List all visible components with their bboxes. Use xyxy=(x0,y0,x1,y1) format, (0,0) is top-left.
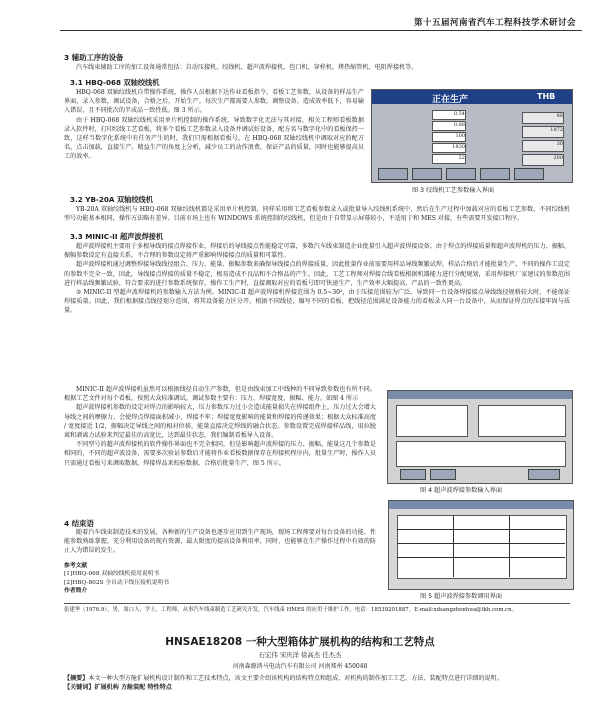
page-header xyxy=(0,14,600,36)
figure-5-image xyxy=(388,500,574,590)
abstract-text: 本文一种大型方舱扩展机构设计制作和工艺技术特点，该文主要介绍该机构的结构特点和组成、对机构的制作加工工艺、方法、装配特点进行详细的说明。 xyxy=(88,675,503,682)
parameter-panel xyxy=(396,405,468,437)
value-field: 30 xyxy=(522,140,564,152)
value-field: 0.88 xyxy=(432,121,466,131)
author-intro-heading: 作者简介 xyxy=(64,588,88,595)
next-article-abstract xyxy=(64,674,570,692)
screen-button xyxy=(528,469,560,480)
reference-item: [1]HBQ-068 双轴绞线机使用说明书 xyxy=(64,571,160,578)
value-field: 100 xyxy=(432,132,466,142)
paragraph: 不同型号的超声波焊接机的软件操作界面也不完全相同，但是影响超声波焊接的压力、振幅、能量这几个参数是相同的，不同的超声波设备，需要多次验证参数后才能将作业看板数据保存在焊接机程序内，批量生产时，操作人员只需通过看板号来调取数据，焊接焊品来校验数据，合格后批量生产，图 5 所示。 xyxy=(64,441,376,467)
reference-item: [2]HBQ-802S 全自动下线压接机说明书 xyxy=(64,579,170,586)
parameter-table xyxy=(396,441,566,467)
section-3-3-text-continued xyxy=(64,385,376,468)
screen-button xyxy=(412,168,442,180)
value-field: 1872 xyxy=(522,126,564,138)
grid-line xyxy=(509,515,510,577)
figure-3-image xyxy=(371,89,573,183)
keywords: 【关键词】扩展机构 方舱装配 特性特点 xyxy=(64,684,172,691)
paragraph: MINIC-II 超声波焊接机虽然可以根据线径自动生产参数，但是由线束加工中线种的不同导致参数也有所不同。根据工艺文件对每个看板，按照大众标准调试，调试参数主要有：压力、焊接宽度、振幅、能力。如图 4 所示 xyxy=(64,386,376,403)
window-title-bar xyxy=(389,501,573,509)
header-title: 第十五届河南省汽车工程科技学术研讨会 xyxy=(413,18,576,28)
screen-button xyxy=(378,168,408,180)
section-3-3-text xyxy=(64,242,570,316)
parameter-grid xyxy=(397,515,567,579)
paragraph: 由于 HBQ-068 双轴绞线机采用单片机控制的操作系统，导致数字化无法与其对接，相关工程师看板数据录入软件时，打印绞线工艺看板，将多个看板工艺参数录入设备并调试好设备，配方名与数字化中的看板保持一致，这样当数字化系统中有任务产生的时，我们只需根据看板号，在 HBQ-068 双轴绞线机中调取对应的配方名，点击加载，直接生产。精益生产的角度上分析，减少员工的动作浪费，保证产品的质量，同时也能够提高员工的效率。 xyxy=(64,116,364,161)
abstract-label: 【摘要】 xyxy=(64,675,89,682)
figure-4-image xyxy=(387,390,573,484)
screen-button xyxy=(430,469,456,480)
section-3-1-text xyxy=(64,88,364,162)
paragraph: 随着汽车线束制造技术的发展，各种新的生产设备也逐步应用到生产现场，现场工程师要对每台设备的功能、性能参数熟练掌握，充分利用设备的现有资源，最大限度的提高设备利用率，同时，也能够在生产操作过程中有效的防止人为错误的发生。 xyxy=(64,529,376,555)
grid-line xyxy=(397,543,565,544)
value-field: 0.54 xyxy=(432,110,466,120)
window-title-bar xyxy=(388,391,572,399)
screen-button xyxy=(400,469,426,480)
value-field: 200 xyxy=(522,154,564,166)
references xyxy=(64,562,384,596)
author-intro: 张建华（1976.9），男，周口人，学士，工程师，从事汽车线束制造工艺研究开发，汽车线束 HMES 的应用于维护工作。电话：18539201887。E-mail:xdsangzhenhua@tkh.com.cn。 xyxy=(64,603,570,614)
section-3-3-heading: 3.3 MINIC-II 超声波焊接机 xyxy=(70,232,164,241)
brand-logo: THB xyxy=(537,92,556,101)
section-3-heading: 3 辅助工序的设备 xyxy=(64,53,124,62)
paragraph: ② MINIC-II 型超声波焊接机的参数输入方法为例。MINIC-II 超声波焊接机焊接范围为 0.5~30²，由于压接范围较为广泛，导致同一台设备焊接接点导线线径规格较大时，不能保证焊接质量。因此，我们根据接点线径划分范围，将其设备能力区分开，根据不同线径，编写不同的看板，把线径范围满足设备能力的看板录入同一台设备中，从而保证焊点的压接牢固与质量。 xyxy=(64,289,570,315)
paragraph: 超声波焊接机主要用于多根导线的接点焊接作业，焊接后的导线接点性能稳定可靠，多数汽车线束制造企业批量引入超声波焊接设备。由于焊点的焊接质量和超声波焊机的压力、振幅、振幅参数设定有直接关系，不合理的参数设定将严重影响焊接接点的质量和可靠性。 xyxy=(64,243,570,260)
next-article-title: HNSAE18208 一种大型箱体扩展机构的结构和工艺特点 xyxy=(165,636,435,648)
figure-4-caption: 图 4 超声波焊接参数输入界面 xyxy=(420,487,503,494)
references-heading: 参考文献 xyxy=(64,563,88,569)
value-field: 88 xyxy=(522,112,564,124)
next-article-authors: 石宏伟 宋庆洋 徐高杰 任杰杰 xyxy=(258,651,342,659)
value-field: 1830 xyxy=(432,143,466,153)
paragraph: 超声波焊接机通过调整焊接导线线径组合、压力、能量、振幅参数来确保导线接点的焊接质量，因此批量作业前需要用样品导线频繁试焊，样品合格后才能批量生产。不同的操作工设定的参数不完全一致，因此，导线接点焊接的质量不稳定，极易造成不良品和不合格品的产生。因此，工艺工程师对焊接合线看板根据机器能力进行分配规划，采用焊接机厂家建议的参数范围进行样品线频繁试验，符合要求的进行参数系统保存。操作工生产时，直接调取对应的看板号即可快速生产，生产效率大幅提高，产品的一致性更高。 xyxy=(64,261,570,287)
figure-5-caption: 图 5 超声波焊接参数调用界面 xyxy=(420,593,503,600)
section-4-heading: 4 结束语 xyxy=(64,519,94,528)
screen-button xyxy=(514,168,544,180)
value-field: 22 xyxy=(432,154,466,164)
header-rule xyxy=(60,30,582,31)
paragraph: 汽车线束辅助工序的加工设备通常包括：自动压接机、绞线机、超声波焊接机、包口机、穿栓机、烤热缩管机、电阻焊接机等。 xyxy=(76,64,418,71)
parameter-panel xyxy=(478,405,566,437)
figure-3-caption: 图 3 绞线机工艺参数输入界面 xyxy=(412,187,495,194)
grid-line xyxy=(397,557,565,558)
paragraph: HBQ-068 双轴绞线机自带操作系统，操作人员根据下达作业看板指令，看板工艺参数，从设备的样品生产界面，录入参数，调试设备，合格之后，开始生产。每次生产都需要人参数，调整设备。造成效率低下，容易输入错误，且不同批次的半成品一致性低。图 3 所示。 xyxy=(64,89,364,115)
grid-line xyxy=(453,515,454,577)
screen-title: 正在生产 xyxy=(432,95,469,105)
section-3-2-heading: 3.2 YB-20A 双轴绞线机 xyxy=(70,195,153,204)
section-3-text xyxy=(64,63,570,72)
section-3-2-text xyxy=(64,205,570,223)
grid-line xyxy=(397,529,565,530)
section-3-1-heading: 3.1 HBQ-068 双轴绞线机 xyxy=(70,78,160,87)
screen-button xyxy=(446,168,476,180)
paragraph: 超声波焊接机参数的设定对焊点的影响较大，压力参数压力过小会造成能量损失在焊接组件上，压力过大会增大导线之间的摩擦力，会使焊点焊接面积减小，焊接不牢；焊接宽度影响的能量和焊接的传递效果；根据大众标准高度 / 宽度接近 1/2，振幅决定导线之间的相对位移，能量直接决定焊线的融合状态。参数设置完成焊接样品线，用拉脱离和剥离力试验来判定最佳的高宽比，达到最佳状态，我们编制看板导入设备。 xyxy=(64,404,376,440)
paragraph: YB-20A 双轴绞线机与 HBQ-068 双轴绞线机都是采用单片机控制，同样采用将工艺看板参数录入或批量导入绞线机系统中，然后在生产过程中加载对应的看板工艺参数。不同绞线机型号功能基本相同，操作方法略有差异。目前市场上也有 WINDOWS 系统控制的绞线机，但是由于自带显示屏幕较小，不适用于和 MES 对接，有些需要开发接口程序。 xyxy=(64,206,570,223)
next-article-affiliation: 河南森源鸿马电动汽车有限公司 河南郑州 450048 xyxy=(232,663,368,670)
section-4-text xyxy=(64,528,376,556)
screen-button xyxy=(480,168,510,180)
